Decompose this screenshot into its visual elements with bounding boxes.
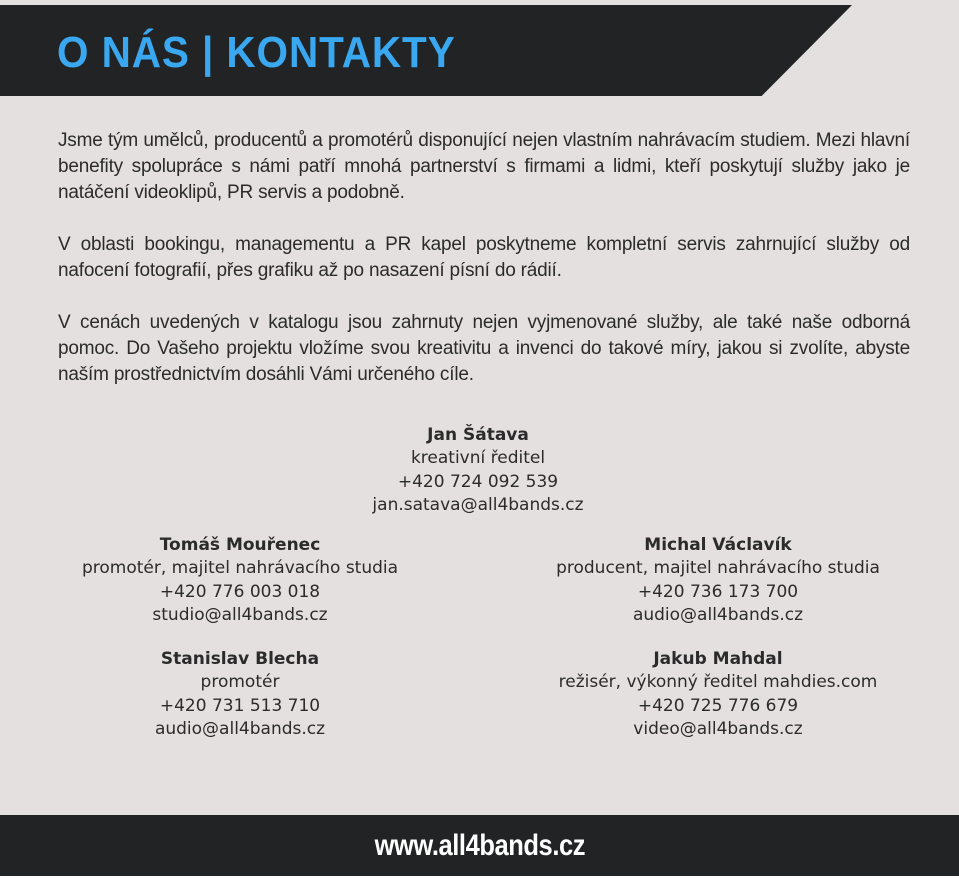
contact-role: producent, majitel nahrávacího studia xyxy=(556,558,880,579)
contact-phone[interactable]: +420 725 776 679 xyxy=(637,695,799,716)
contact-email[interactable]: studio@all4bands.cz xyxy=(152,604,328,625)
contact-card xyxy=(518,534,918,627)
contact-role: režisér, výkonný ředitel mahdies.com xyxy=(558,672,878,693)
footer-band xyxy=(0,815,959,876)
contact-card xyxy=(40,534,440,627)
contact-card xyxy=(518,648,918,741)
website-link[interactable]: www.all4bands.cz xyxy=(374,829,585,862)
contact-name: Jakub Mahdal xyxy=(653,649,783,669)
contact-phone[interactable]: +420 776 003 018 xyxy=(159,581,321,602)
intro-paragraph: Jsme tým umělců, producentů a promotérů disponující nejen vlastním nahrávacím studiem. Mezi hlavní benefity spolupráce s námi patří mnohá partnerství s firmami a lidmi, kteří poskytují služby jako je natáčení videoklipů, PR servis a podobně. xyxy=(58,130,910,203)
intro-text xyxy=(58,128,910,414)
intro-paragraph: V cenách uvedených v katalogu jsou zahrnuty nejen vyjmenované služby, ale také naše odborná pomoc. Do Vašeho projektu vložíme svou kreativitu a invenci do takové míry, jakou si zvolíte, abyste naším prostřednictvím dosáhli Vámi určeného cíle. xyxy=(58,312,910,385)
contact-role: promotér xyxy=(200,672,280,693)
intro-paragraph: V oblasti bookingu, managementu a PR kapel poskytneme kompletní servis zahrnující služby od nafocení fotografií, přes grafiku až po nasazení písní do rádií. xyxy=(58,234,910,281)
contact-phone[interactable]: +420 731 513 710 xyxy=(159,695,321,716)
contact-phone[interactable]: +420 736 173 700 xyxy=(637,581,799,602)
contact-role: kreativní ředitel xyxy=(410,448,546,469)
contact-name: Tomáš Mouřenec xyxy=(159,535,321,555)
contact-card xyxy=(278,424,678,517)
contact-email[interactable]: jan.satava@all4bands.cz xyxy=(372,494,584,515)
contact-email[interactable]: audio@all4bands.cz xyxy=(632,604,804,625)
contact-email[interactable]: video@all4bands.cz xyxy=(633,718,803,739)
contact-card xyxy=(40,648,440,741)
contact-role: promotér, majitel nahrávacího studia xyxy=(81,558,399,579)
contact-email[interactable]: audio@all4bands.cz xyxy=(154,718,326,739)
contact-name: Michal Václavík xyxy=(644,535,792,555)
contact-name: Stanislav Blecha xyxy=(160,649,320,669)
page-title: O NÁS | KONTAKTY xyxy=(57,28,456,77)
contact-phone[interactable]: +420 724 092 539 xyxy=(397,471,559,492)
website-link-wrapper xyxy=(0,829,959,863)
contact-name: Jan Šátava xyxy=(427,425,529,445)
